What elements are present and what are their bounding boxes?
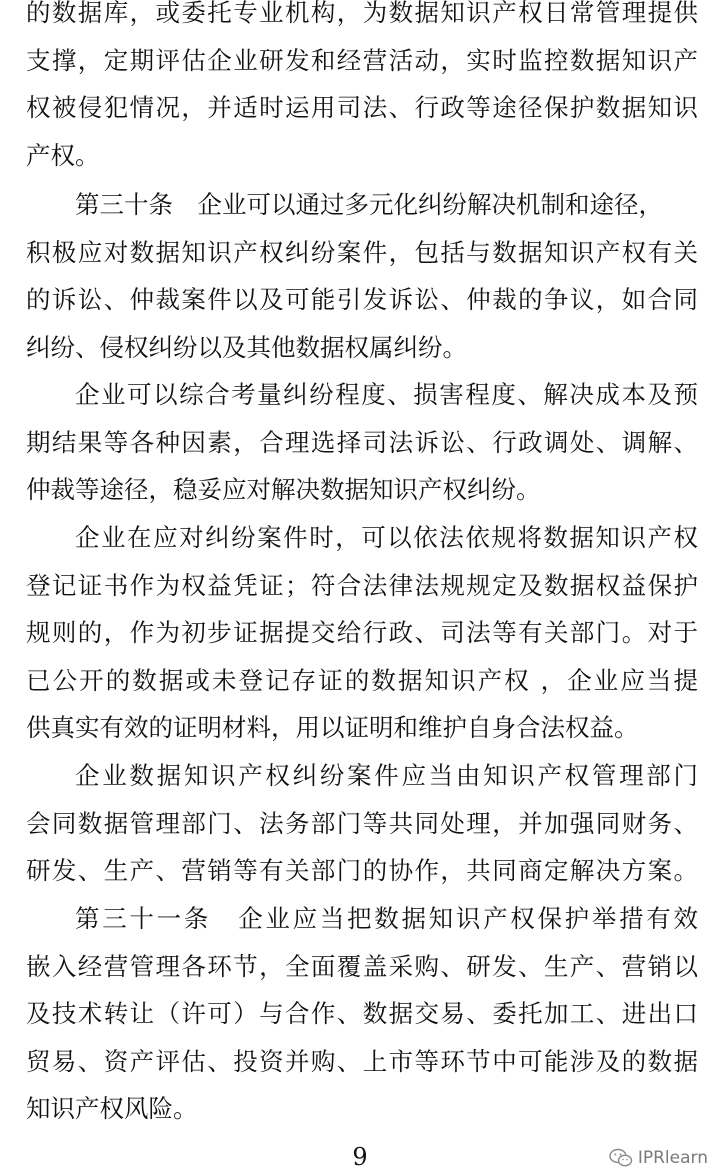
text-line: 期结果等各种因素，合理选择司法诉讼、行政调处、调解、	[26, 427, 698, 457]
text-line: 贸易、资产评估、投资并购、上市等环节中可能涉及的数据	[26, 1046, 698, 1076]
text-line: 权被侵犯情况，并适时运用司法、行政等途径保护数据知识	[26, 93, 698, 122]
text-line: 支撑，定期评估企业研发和经营活动，实时监控数据知识产	[26, 45, 698, 75]
text-line: 企业可以综合考量纠纷程度、损害程度、解决成本及预	[75, 380, 698, 409]
paragraph-continuation	[26, 0, 698, 179]
paragraph-article-30	[26, 181, 698, 371]
text-line: 企业数据知识产权纠纷案件应当由知识产权管理部门	[75, 761, 698, 790]
paragraph-article-31	[26, 895, 698, 1133]
text-line: 供真实有效的证明材料，用以证明和维护自身合法权益。	[26, 713, 639, 742]
text-line: 的数据库，或委托专业机构，为数据知识产权日常管理提供	[26, 0, 698, 27]
wechat-icon	[609, 1148, 633, 1168]
text-line: 已公开的数据或未登记存证的数据知识产权 ，企业应当提	[26, 665, 698, 695]
text-line: 登记证书作为权益凭证；符合法律法规规定及数据权益保护	[26, 570, 698, 600]
text-line: 知识产权风险。	[26, 1094, 198, 1123]
text-line: 第三十一条 企业应当把数据知识产权保护举措有效	[75, 904, 698, 933]
text-line: 的诉讼、仲裁案件以及可能引发诉讼、仲裁的争议，如合同	[26, 285, 698, 314]
paragraph-evidence	[26, 514, 698, 752]
text-line: 会同数据管理部门、法务部门等共同处理，并加强同财务、	[26, 808, 698, 838]
text-line: 及技术转让（许可）与合作、数据交易、委托加工、进出口	[26, 999, 698, 1028]
paragraph-coordination	[26, 752, 698, 895]
text-line: 仲裁等途径，稳妥应对解决数据知识产权纠纷。	[26, 475, 541, 504]
text-line: 嵌入经营管理各环节，全面覆盖采购、研发、生产、营销以	[26, 951, 698, 981]
text-line: 研发、生产、营销等有关部门的协作，共同商定解决方案。	[26, 856, 698, 885]
text-line: 纠纷、侵权纠纷以及其他数据权属纠纷。	[26, 332, 467, 362]
page-number: 9	[352, 1143, 368, 1171]
watermark-text: IPRlearn	[637, 1148, 708, 1168]
text-line: 企业在应对纠纷案件时，可以依法依规将数据知识产权	[75, 523, 698, 552]
text-line: 积极应对数据知识产权纠纷案件，包括与数据知识产权有关	[26, 237, 698, 267]
text-line: 第三十条 企业可以通过多元化纠纷解决机制和途径，	[75, 190, 663, 219]
text-line: 规则的，作为初步证据提交给行政、司法等有关部门。对于	[26, 618, 698, 647]
watermark	[609, 1148, 708, 1168]
text-line: 产权。	[26, 140, 100, 170]
paragraph-dispute-factors	[26, 371, 698, 514]
